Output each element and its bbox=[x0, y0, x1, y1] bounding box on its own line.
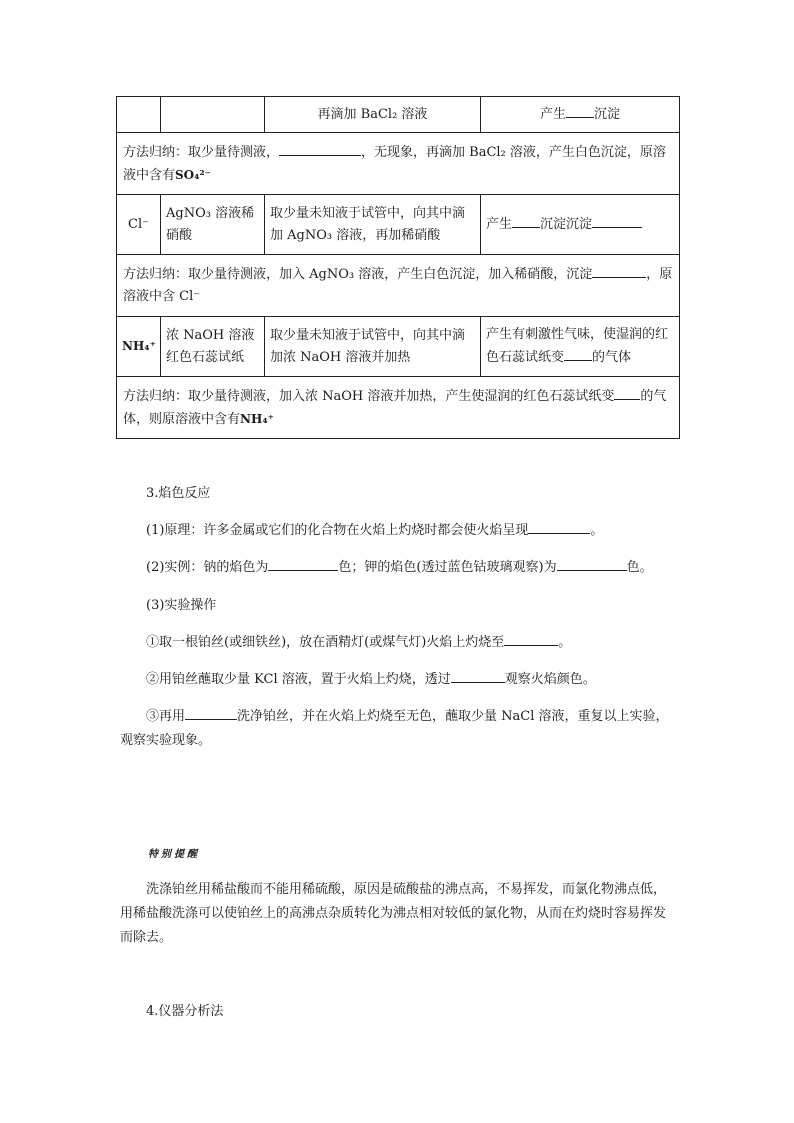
answer-blank[interactable] bbox=[504, 631, 558, 646]
phenomenon-text: 沉淀 bbox=[594, 107, 621, 122]
table-cell bbox=[265, 195, 481, 255]
paragraph: (3)实验操作 bbox=[146, 598, 217, 613]
table-cell bbox=[117, 195, 161, 255]
answer-blank[interactable] bbox=[592, 263, 646, 278]
phenomenon-text: 沉淀沉淀 bbox=[540, 217, 593, 232]
method-text: 取少量未知液于试管中，向其中滴加 AgNO₃ 溶液，再加稀硝酸 bbox=[270, 205, 466, 243]
step-item bbox=[146, 631, 706, 655]
step-text: ②用铂丝蘸取少量 KCl 溶液，置于火焰上灼烧，透过 bbox=[146, 672, 451, 687]
paragraph bbox=[146, 556, 706, 580]
step-item bbox=[120, 705, 676, 753]
tip-title: 特别提醒 bbox=[148, 849, 200, 860]
summary-cell bbox=[117, 133, 680, 195]
phenomenon-text: 的气体 bbox=[592, 350, 632, 365]
phenomenon-text: 产生 bbox=[486, 217, 513, 232]
answer-blank[interactable] bbox=[614, 385, 640, 400]
answer-blank[interactable] bbox=[268, 556, 338, 571]
section-heading: 4.仪器分析法 bbox=[146, 1004, 224, 1019]
table-row bbox=[117, 377, 680, 439]
answer-blank[interactable] bbox=[592, 213, 642, 228]
table-cell bbox=[117, 97, 161, 133]
section-heading: 3.焰色反应 bbox=[146, 486, 211, 501]
method-text: 取少量未知液于试管中，向其中滴加浓 NaOH 溶液并加热 bbox=[270, 327, 466, 365]
answer-blank[interactable] bbox=[279, 141, 361, 156]
method-text: 再滴加 BaCl₂ 溶液 bbox=[317, 106, 428, 122]
table-row bbox=[117, 97, 680, 133]
answer-blank[interactable] bbox=[528, 519, 590, 534]
paragraph-text: 色。 bbox=[626, 560, 653, 575]
answer-blank[interactable] bbox=[451, 668, 505, 683]
paragraph bbox=[146, 519, 706, 543]
table-cell bbox=[265, 97, 481, 133]
summary-cell bbox=[117, 377, 680, 439]
table-row bbox=[117, 133, 680, 195]
phenomenon-text: 产生有刺激性气味，使湿润的红色石蕊试纸变 bbox=[486, 327, 669, 365]
paragraph-text: 。 bbox=[590, 523, 604, 538]
table-row bbox=[117, 195, 680, 255]
answer-blank[interactable] bbox=[557, 556, 627, 571]
step-item bbox=[146, 668, 706, 692]
table-cell bbox=[265, 317, 481, 377]
paragraph-text: (1)原理：许多金属或它们的化合物在火焰上灼烧时都会使火焰呈现 bbox=[146, 523, 529, 538]
step-text: 。 bbox=[558, 635, 572, 650]
paragraph-text: (2)实例：钠的焰色为 bbox=[146, 560, 269, 575]
table-row bbox=[117, 317, 680, 377]
answer-blank[interactable] bbox=[512, 213, 540, 228]
step-text: ①取一根铂丝(或细铁丝)，放在酒精灯(或煤气灯)火焰上灼烧至 bbox=[146, 635, 505, 650]
phenomenon-text: 产生 bbox=[539, 107, 566, 122]
summary-text: 方法归纳：取少量待测液， bbox=[123, 144, 280, 160]
step-text: 观察火焰颜色。 bbox=[504, 672, 596, 687]
table-cell bbox=[481, 195, 680, 255]
summary-text: 方法归纳：取少量待测液，加入浓 NaOH 溶液并加热，产生使湿润的红色石蕊试纸变 bbox=[123, 388, 615, 404]
tip-paragraph: 洗涤铂丝用稀盐酸而不能用稀硫酸，原因是硫酸盐的沸点高，不易挥发，而氯化物沸点低，用稀盐酸洗涤可以使铂丝上的高沸点杂质转化为沸点相对较低的氯化物，从而在灼烧时容易挥发而除去。 bbox=[120, 882, 667, 945]
answer-blank[interactable] bbox=[185, 705, 237, 720]
table-cell bbox=[161, 317, 265, 377]
table-cell bbox=[481, 317, 680, 377]
reagent-text: 浓 NaOH 溶液红色石蕊试纸 bbox=[166, 327, 255, 365]
table-row bbox=[117, 255, 680, 317]
answer-blank[interactable] bbox=[564, 346, 592, 361]
summary-text: 方法归纳：取少量待测液，加入 AgNO₃ 溶液，产生白色沉淀，加入稀硝酸，沉淀 bbox=[123, 267, 593, 282]
step-text: ③再用 bbox=[146, 709, 186, 724]
table-cell bbox=[161, 195, 265, 255]
sulfate-formula: SO₄²⁻ bbox=[175, 167, 211, 182]
ion-label: Cl⁻ bbox=[128, 216, 149, 232]
ammonium-formula: NH₄⁺ bbox=[240, 411, 274, 426]
table-cell bbox=[481, 97, 680, 133]
reagent-text: AgNO₃ 溶液稀硝酸 bbox=[166, 205, 255, 243]
answer-blank[interactable] bbox=[566, 103, 594, 118]
summary-text: ，无现象，再滴加 BaCl₂ 溶液，产生白色沉淀，原溶液中含有 bbox=[123, 144, 666, 183]
paragraph-text: 色；钾的焰色(透过蓝色钴玻璃观察)为 bbox=[338, 560, 557, 575]
summary-text: ，原溶液中含 Cl⁻ bbox=[123, 267, 673, 304]
summary-text: 的气体，则原溶液中含有 bbox=[123, 388, 667, 427]
step-text: 洗净铂丝，并在火焰上灼烧至无色，蘸取少量 NaCl 溶液，重复以上实验，观察实验现象。 bbox=[120, 709, 669, 748]
ammonium-formula: NH₄⁺ bbox=[122, 339, 156, 353]
table-cell bbox=[161, 97, 265, 133]
table-cell bbox=[117, 317, 161, 377]
ion-test-table bbox=[116, 96, 680, 439]
summary-cell bbox=[117, 255, 680, 317]
